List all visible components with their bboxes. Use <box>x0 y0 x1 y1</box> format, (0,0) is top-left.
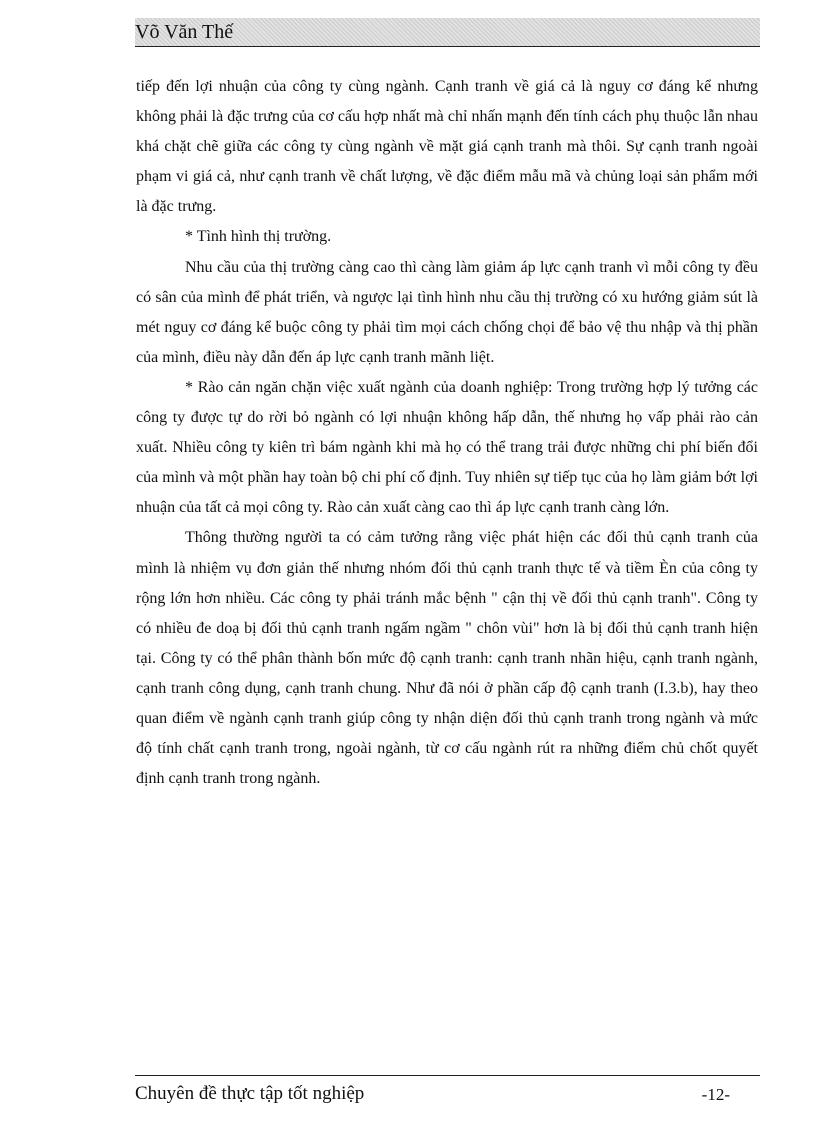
footer-document-title: Chuyên đề thực tập tốt nghiệp <box>135 1083 365 1104</box>
page-header <box>135 18 760 47</box>
paragraph-exit-barriers: * Rào cản ngăn chặn việc xuất ngành của doanh nghiệp: Trong trường hợp lý tưởng các công ty được tự do rời bỏ ngành có lợi nhuận không hấp dẫn, thế nhưng họ vấp phải rào cản xuất. Nhiều công ty kiên trì bám ngành khi mà họ có thể trang trải được những chi phí biến đổi của mình và một phần hay toàn bộ chi phí cố định. Tuy nhiên sự tiếp tục của họ làm giảm bớt lợi nhuận của tất cả mọi công ty. Rào cản xuất càng cao thì áp lực cạnh tranh càng lớn. <box>136 378 758 517</box>
paragraph-market-demand: Nhu cầu của thị trường càng cao thì càng làm giảm áp lực cạnh tranh vì mỗi công ty đều có sân của mình để phát triển, và ngược lại tình hình nhu cầu thị trường có xu hướng giảm sút là mét nguy cơ đáng kể buộc công ty phải tìm mọi cách chống chọi để bảo vệ thu nhập và thị phần của mình, điều này dẫn đến áp lực cạnh tranh mãnh liệt. <box>136 258 758 366</box>
paragraph-competitors: Thông thường người ta có cảm tưởng rằng việc phát hiện các đối thủ cạnh tranh của mình là nhiệm vụ đơn giản thế nhưng nhóm đối thủ cạnh tranh thực tế và tiềm Èn của công ty rộng lớn hơn nhiều. Các công ty phải tránh mắc bệnh " cận thị về đối thủ cạnh tranh". Công ty có nhiều đe doạ bị đối thủ cạnh tranh ngấm ngầm " chôn vùi" hơn là bị đối thủ cạnh tranh hiện tại. Công ty có thể phân thành bốn mức độ cạnh tranh: cạnh tranh nhãn hiệu, cạnh tranh ngành, cạnh tranh công dụng, cạnh tranh chung. Như đã nói ở phần cấp độ cạnh tranh (I.3.b), hay theo quan điểm về ngành cạnh tranh giúp công ty nhận diện đối thủ cạnh tranh trong ngành và mức độ tính chất cạnh tranh trong, ngoài ngành, từ cơ cấu ngành rút ra những điểm chủ chốt quyết định cạnh tranh trong ngành. <box>136 529 758 788</box>
page-footer <box>135 1075 760 1116</box>
page-number: -12- <box>701 1085 730 1104</box>
header-author-name: Võ Văn Thế <box>135 21 234 43</box>
paragraph-market-heading: * Tình hình thị trường. <box>185 228 332 246</box>
paragraph-continuation: tiếp đến lợi nhuận của công ty cùng ngành. Cạnh tranh về giá cả là nguy cơ đáng kể nhưng không phải là đặc trưng của cơ cấu hợp nhất mà chỉ nhấn mạnh đến tính cách phụ thuộc lẫn nhau khá chặt chẽ giữa các công ty cùng ngành về mặt giá cạnh tranh mà thôi. Sự cạnh tranh ngoài phạm vi giá cả, như cạnh tranh về chất lượng, về đặc điểm mẫu mã và chủng loại sản phẩm mới là đặc trưng. <box>136 78 758 216</box>
document-body <box>136 72 758 794</box>
